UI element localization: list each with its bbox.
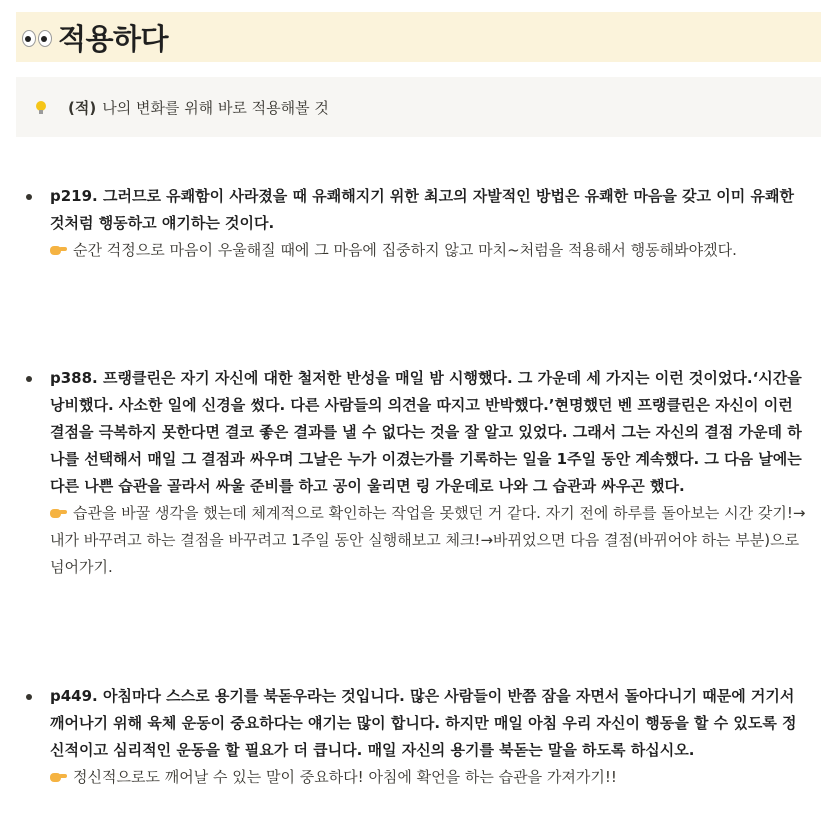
callout-text: 나의 변화를 위해 바로 적용해볼 것 <box>102 98 329 117</box>
eye-right <box>38 30 52 47</box>
page-title: 적용하다 <box>58 21 169 56</box>
list-item[interactable] <box>26 683 806 791</box>
page-header <box>16 12 821 62</box>
callout-block[interactable] <box>16 77 821 137</box>
eyes-icon <box>22 30 52 47</box>
lightbulb-icon <box>36 101 46 114</box>
callout-label: (적) <box>68 98 97 117</box>
book-quote: p388. 프랭클린은 자기 자신에 대한 철저한 반성을 매일 밤 시행했다. 그 가운데 세 가지는 이런 것이었다.‘시간을 낭비했다. 사소한 일에 신경을 썼다. 다른 사람들의 의견을 따지고 반박했다.’현명했던 벤 프랭클린은 자신이 이런 결점을 극복하지 못한다면 결코 좋은 결과를 낼 수 없다는 것을 잘 알고 있었다. 그래서 그는 자신의 결점 가운데 하나를 선택해서 매일 그 결점과 싸우며 그날은 누가 이겼는가를 기록하는 일을 1주일 동안 계속했다. 그 다음 날에는 다른 나쁜 습관을 골라서 싸울 준비를 하고 공이 울리면 링 가운데로 나와 그 습관과 싸우곤 했다. <box>50 369 802 495</box>
application-note: 순간 걱정으로 마음이 우울해질 때에 그 마음에 집중하지 않고 마치~처럼을 적용해서 행동해봐야겠다. <box>73 241 737 259</box>
pointing-finger-icon <box>50 244 67 256</box>
book-quote: p219. 그러므로 유쾌함이 사라졌을 때 유쾌해지기 위한 최고의 자발적인 방법은 유쾌한 마음을 갖고 이미 유쾌한 것처럼 행동하고 얘기하는 것이다. <box>50 187 794 232</box>
eye-left <box>22 30 36 47</box>
list-item[interactable] <box>26 183 806 264</box>
pointing-finger-icon <box>50 771 67 783</box>
list-item[interactable] <box>26 365 806 581</box>
book-quote: p449. 아침마다 스스로 용기를 북돋우라는 것입니다. 많은 사람들이 반쯤 잠을 자면서 돌아다니기 때문에 거기서 깨어나기 위해 육체 운동이 중요하다는 얘기는 많이 합니다. 하지만 매일 아침 우리 자신이 행동을 할 수 있도록 정신적이고 심리적인 운동을 할 필요가 더 큽니다. 매일 자신의 용기를 북돋는 말을 하도록 하십시오. <box>50 687 797 759</box>
pointing-finger-icon <box>50 507 67 519</box>
application-note: 정신적으로도 깨어날 수 있는 말이 중요하다! 아침에 확언을 하는 습관을 가져가기!! <box>73 768 617 786</box>
bullet-dot <box>26 694 32 700</box>
application-note: 습관을 바꿀 생각을 했는데 체계적으로 확인하는 작업을 못했던 거 같다. 자기 전에 하루를 돌아보는 시간 갖기!→내가 바꾸려고 하는 결점을 바꾸려고 1주일 동안 실행해보고 체크!→바뀌었으면 다음 결점(바뀌어야 하는 부분)으로 넘어가기. <box>50 504 806 576</box>
bullet-dot <box>26 376 32 382</box>
bullet-dot <box>26 194 32 200</box>
